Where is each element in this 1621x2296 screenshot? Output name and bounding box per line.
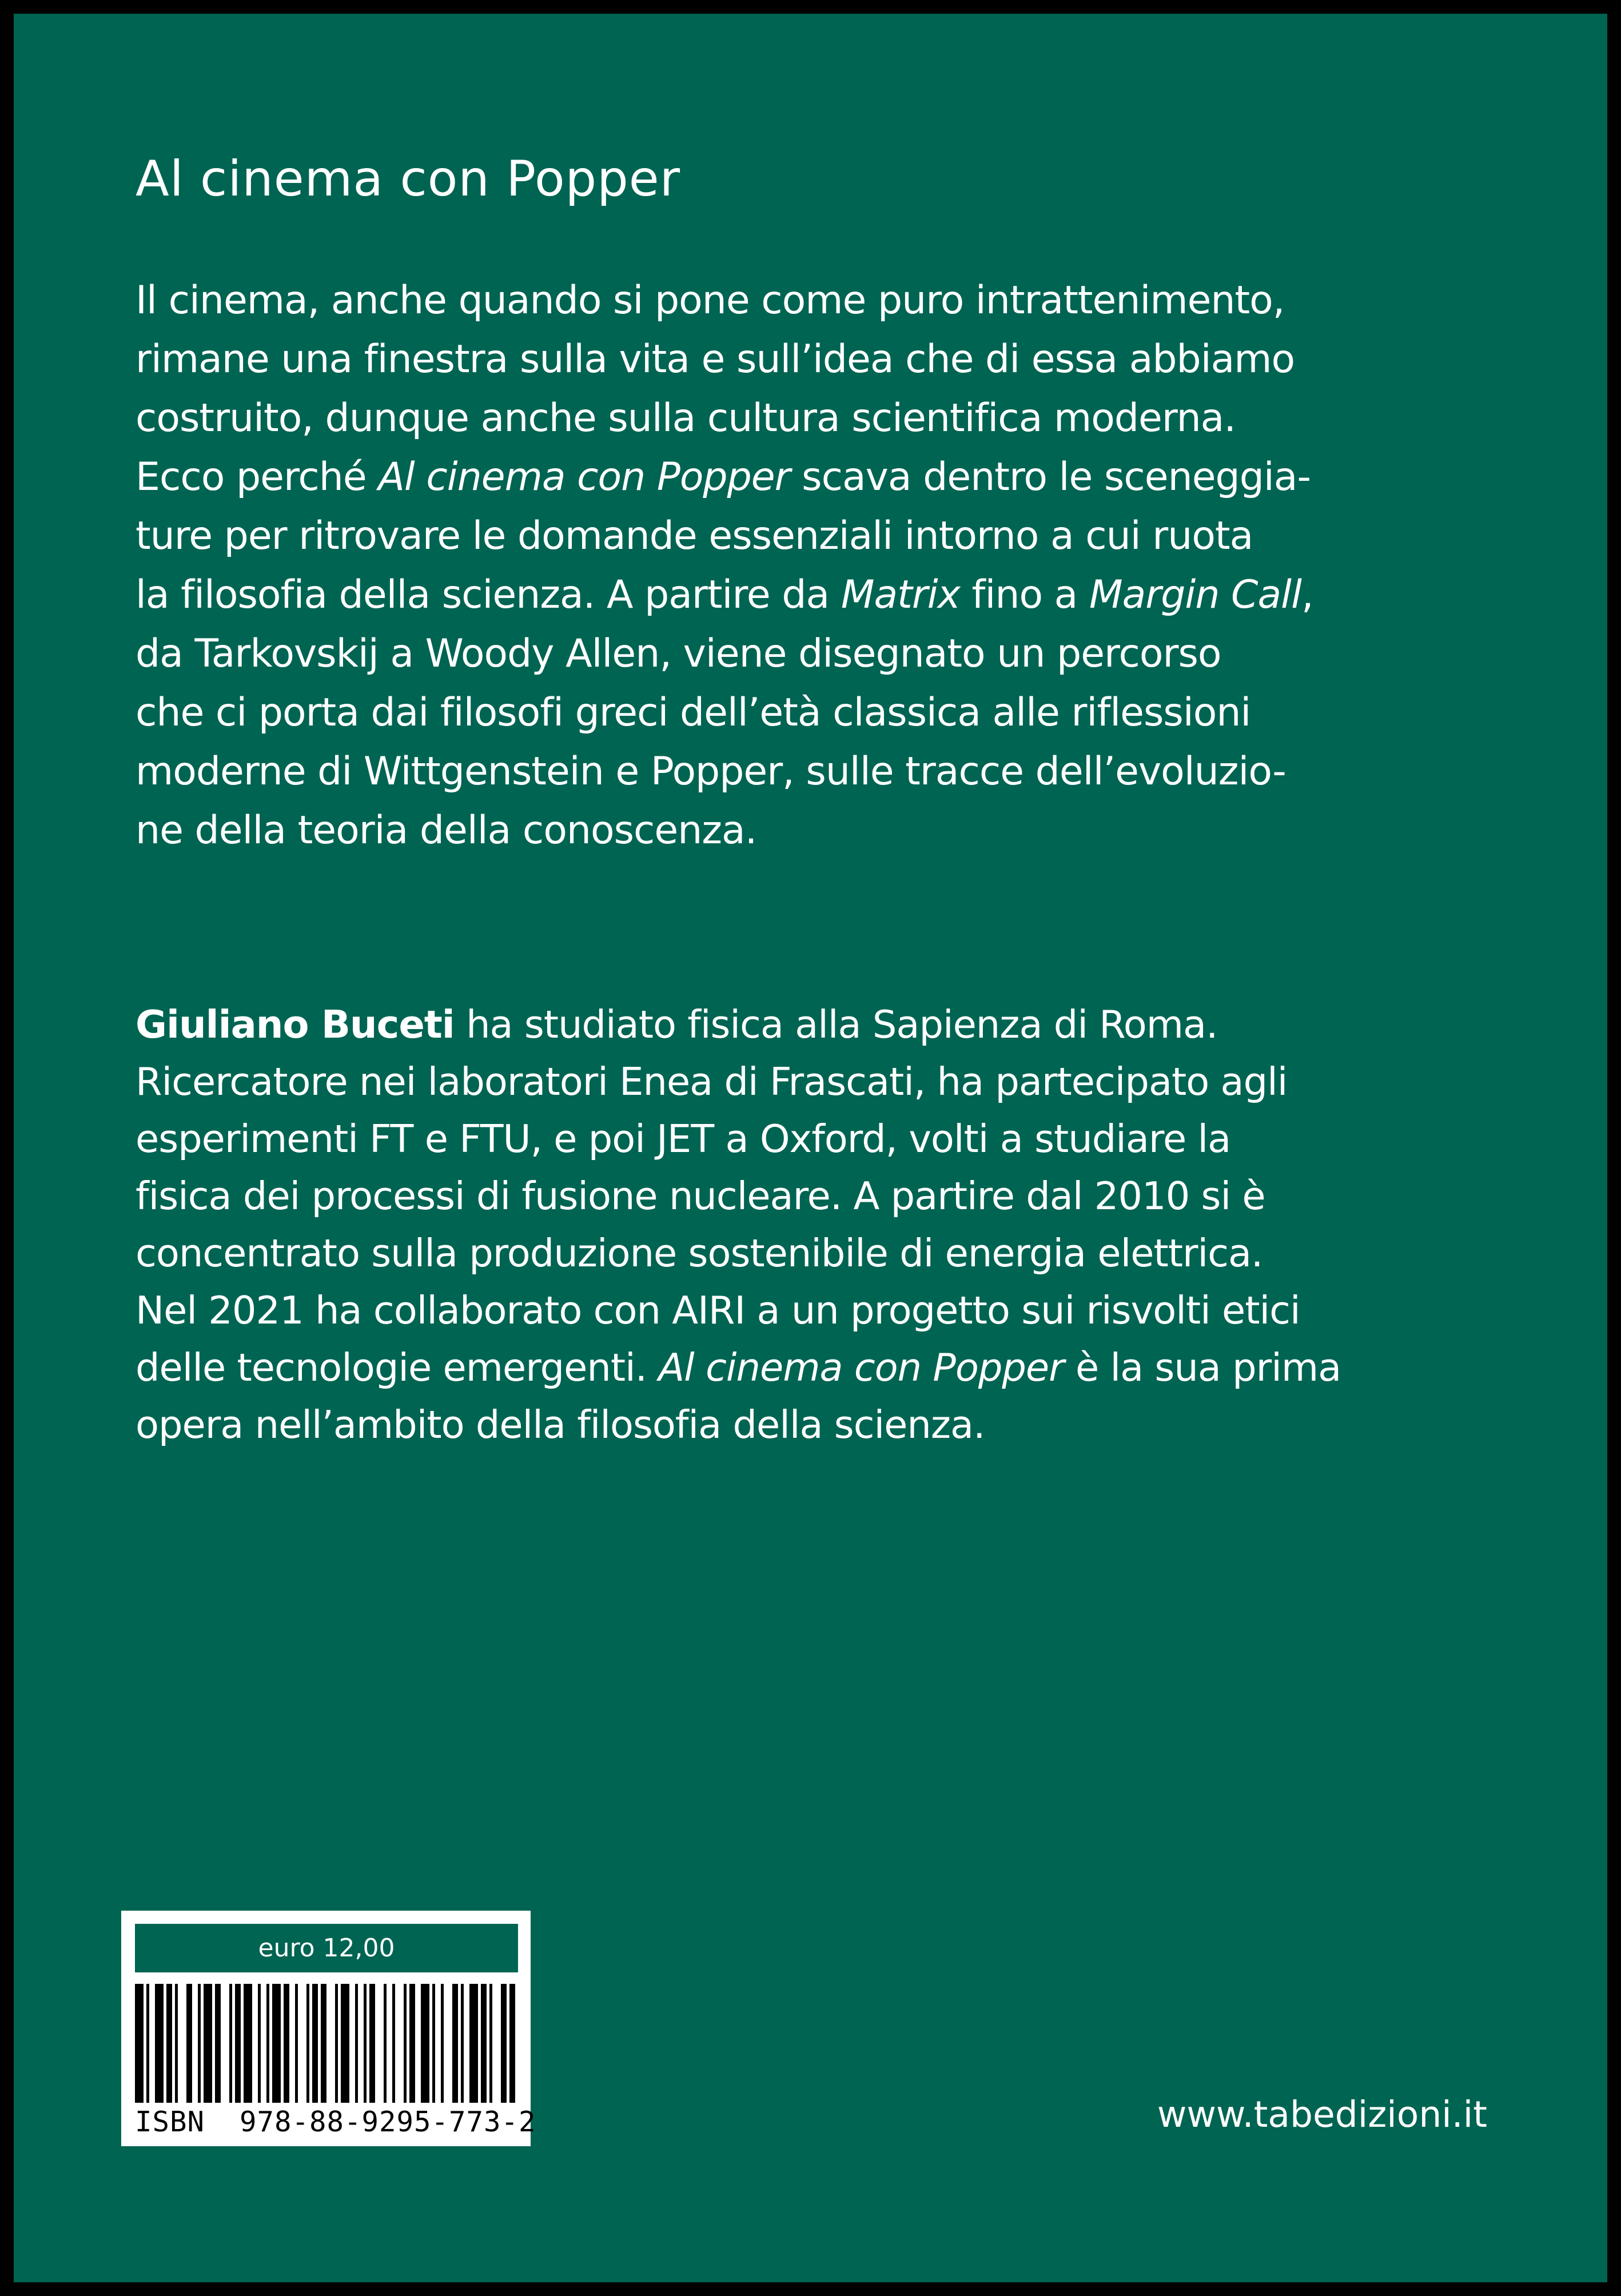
barcode-bar bbox=[421, 1984, 429, 2103]
barcode-bar bbox=[461, 1984, 464, 2103]
barcode-bar bbox=[341, 1984, 349, 2103]
publisher-website: www.tabedizioni.it bbox=[1157, 2094, 1487, 2135]
barcode-bar bbox=[312, 1984, 318, 2103]
book-title-italic: Al cinema con Popper bbox=[658, 1345, 1064, 1390]
book-blurb: Il cinema, anche quando si pone come puro intrattenimento, rimane una finestra sulla vita e sull’idea che di essa abbiamo costruito, dunque anche sulla cultura scientifica moderna. Ecco perché Al cinema con Popper scava dentro le sceneggia- ture per ritrovare le domande essenziali intorno a cui ruota la filosofia della scienza. A partire da Matrix fino a Margin Call, da Tarkovskij a Woody Allen, viene disegnato un percorso che ci porta dai filosofi greci dell’età classica alle riflessioni moderne di Wittgenstein e Popper, sulle tracce dell’evoluzio- ne della teoria della conoscenza. bbox=[136, 278, 1313, 853]
barcode-bar bbox=[452, 1984, 458, 2103]
barcode-bar bbox=[501, 1984, 507, 2103]
barcode-bar bbox=[441, 1984, 444, 2103]
barcode-bar bbox=[166, 1984, 172, 2103]
isbn bbox=[135, 2104, 536, 2140]
film-title-matrix: Matrix bbox=[841, 572, 960, 617]
barcode-bar bbox=[509, 1984, 515, 2103]
barcode-box bbox=[121, 1911, 536, 2146]
barcode-bar bbox=[364, 1984, 367, 2103]
barcode-bar bbox=[321, 1984, 326, 2103]
author-name: Giuliano Buceti bbox=[136, 1002, 455, 1047]
barcode-bar bbox=[186, 1984, 192, 2103]
barcode-bar bbox=[175, 1984, 178, 2103]
price-label: euro 12,00 bbox=[135, 1924, 518, 1972]
barcode-bar bbox=[306, 1984, 309, 2103]
isbn-label: ISBN bbox=[135, 2106, 205, 2138]
barcode-bar bbox=[355, 1984, 358, 2103]
barcode-bar bbox=[229, 1984, 232, 2103]
barcode-bar bbox=[272, 1984, 281, 2103]
barcode-bar bbox=[469, 1984, 478, 2103]
barcode-bar bbox=[404, 1984, 407, 2103]
book-title: Al cinema con Popper bbox=[136, 150, 681, 208]
isbn-number: 978-88-9295-773-2 bbox=[240, 2106, 536, 2138]
barcode-bar bbox=[432, 1984, 435, 2103]
barcode-bar bbox=[198, 1984, 201, 2103]
barcode-bar bbox=[204, 1984, 212, 2103]
barcode-bar bbox=[409, 1984, 415, 2103]
barcode-bar bbox=[392, 1984, 395, 2103]
back-cover bbox=[14, 14, 1607, 2282]
barcode-bar bbox=[244, 1984, 252, 2103]
barcode-bar bbox=[266, 1984, 269, 2103]
barcode-bar bbox=[146, 1984, 149, 2103]
film-title-margin-call: Margin Call bbox=[1089, 572, 1301, 617]
barcode-bar bbox=[215, 1984, 221, 2103]
barcode-bar bbox=[284, 1984, 289, 2103]
barcode-bar bbox=[155, 1984, 164, 2103]
barcode-bar bbox=[481, 1984, 487, 2103]
barcode-bar bbox=[235, 1984, 241, 2103]
author-bio: Giuliano Buceti ha studiato fisica alla Sapienza di Roma. Ricercatore nei laboratori Enea di Frascati, ha partecipato agli esperimenti FT e FTU, e poi JET a Oxford, volti a studiare la fisica dei processi di fusione nucleare. A partire dal 2010 si è concentrato sulla produzione sostenibile di energia elettrica. Nel 2021 ha collaborato con AIRI a un progetto sui risvolti etici delle tecnologie emergenti. Al cinema con Popper è la sua prima opera nell’ambito della filosofia della scienza. bbox=[136, 1002, 1341, 1447]
barcode-bar bbox=[489, 1984, 492, 2103]
barcode-bar bbox=[135, 1984, 144, 2103]
barcode bbox=[135, 1984, 518, 2103]
barcode-bar bbox=[295, 1984, 298, 2103]
barcode-bar bbox=[369, 1984, 375, 2103]
barcode-bar bbox=[335, 1984, 338, 2103]
book-title-italic: Al cinema con Popper bbox=[378, 455, 790, 500]
barcode-bar bbox=[384, 1984, 387, 2103]
barcode-bar bbox=[258, 1984, 261, 2103]
